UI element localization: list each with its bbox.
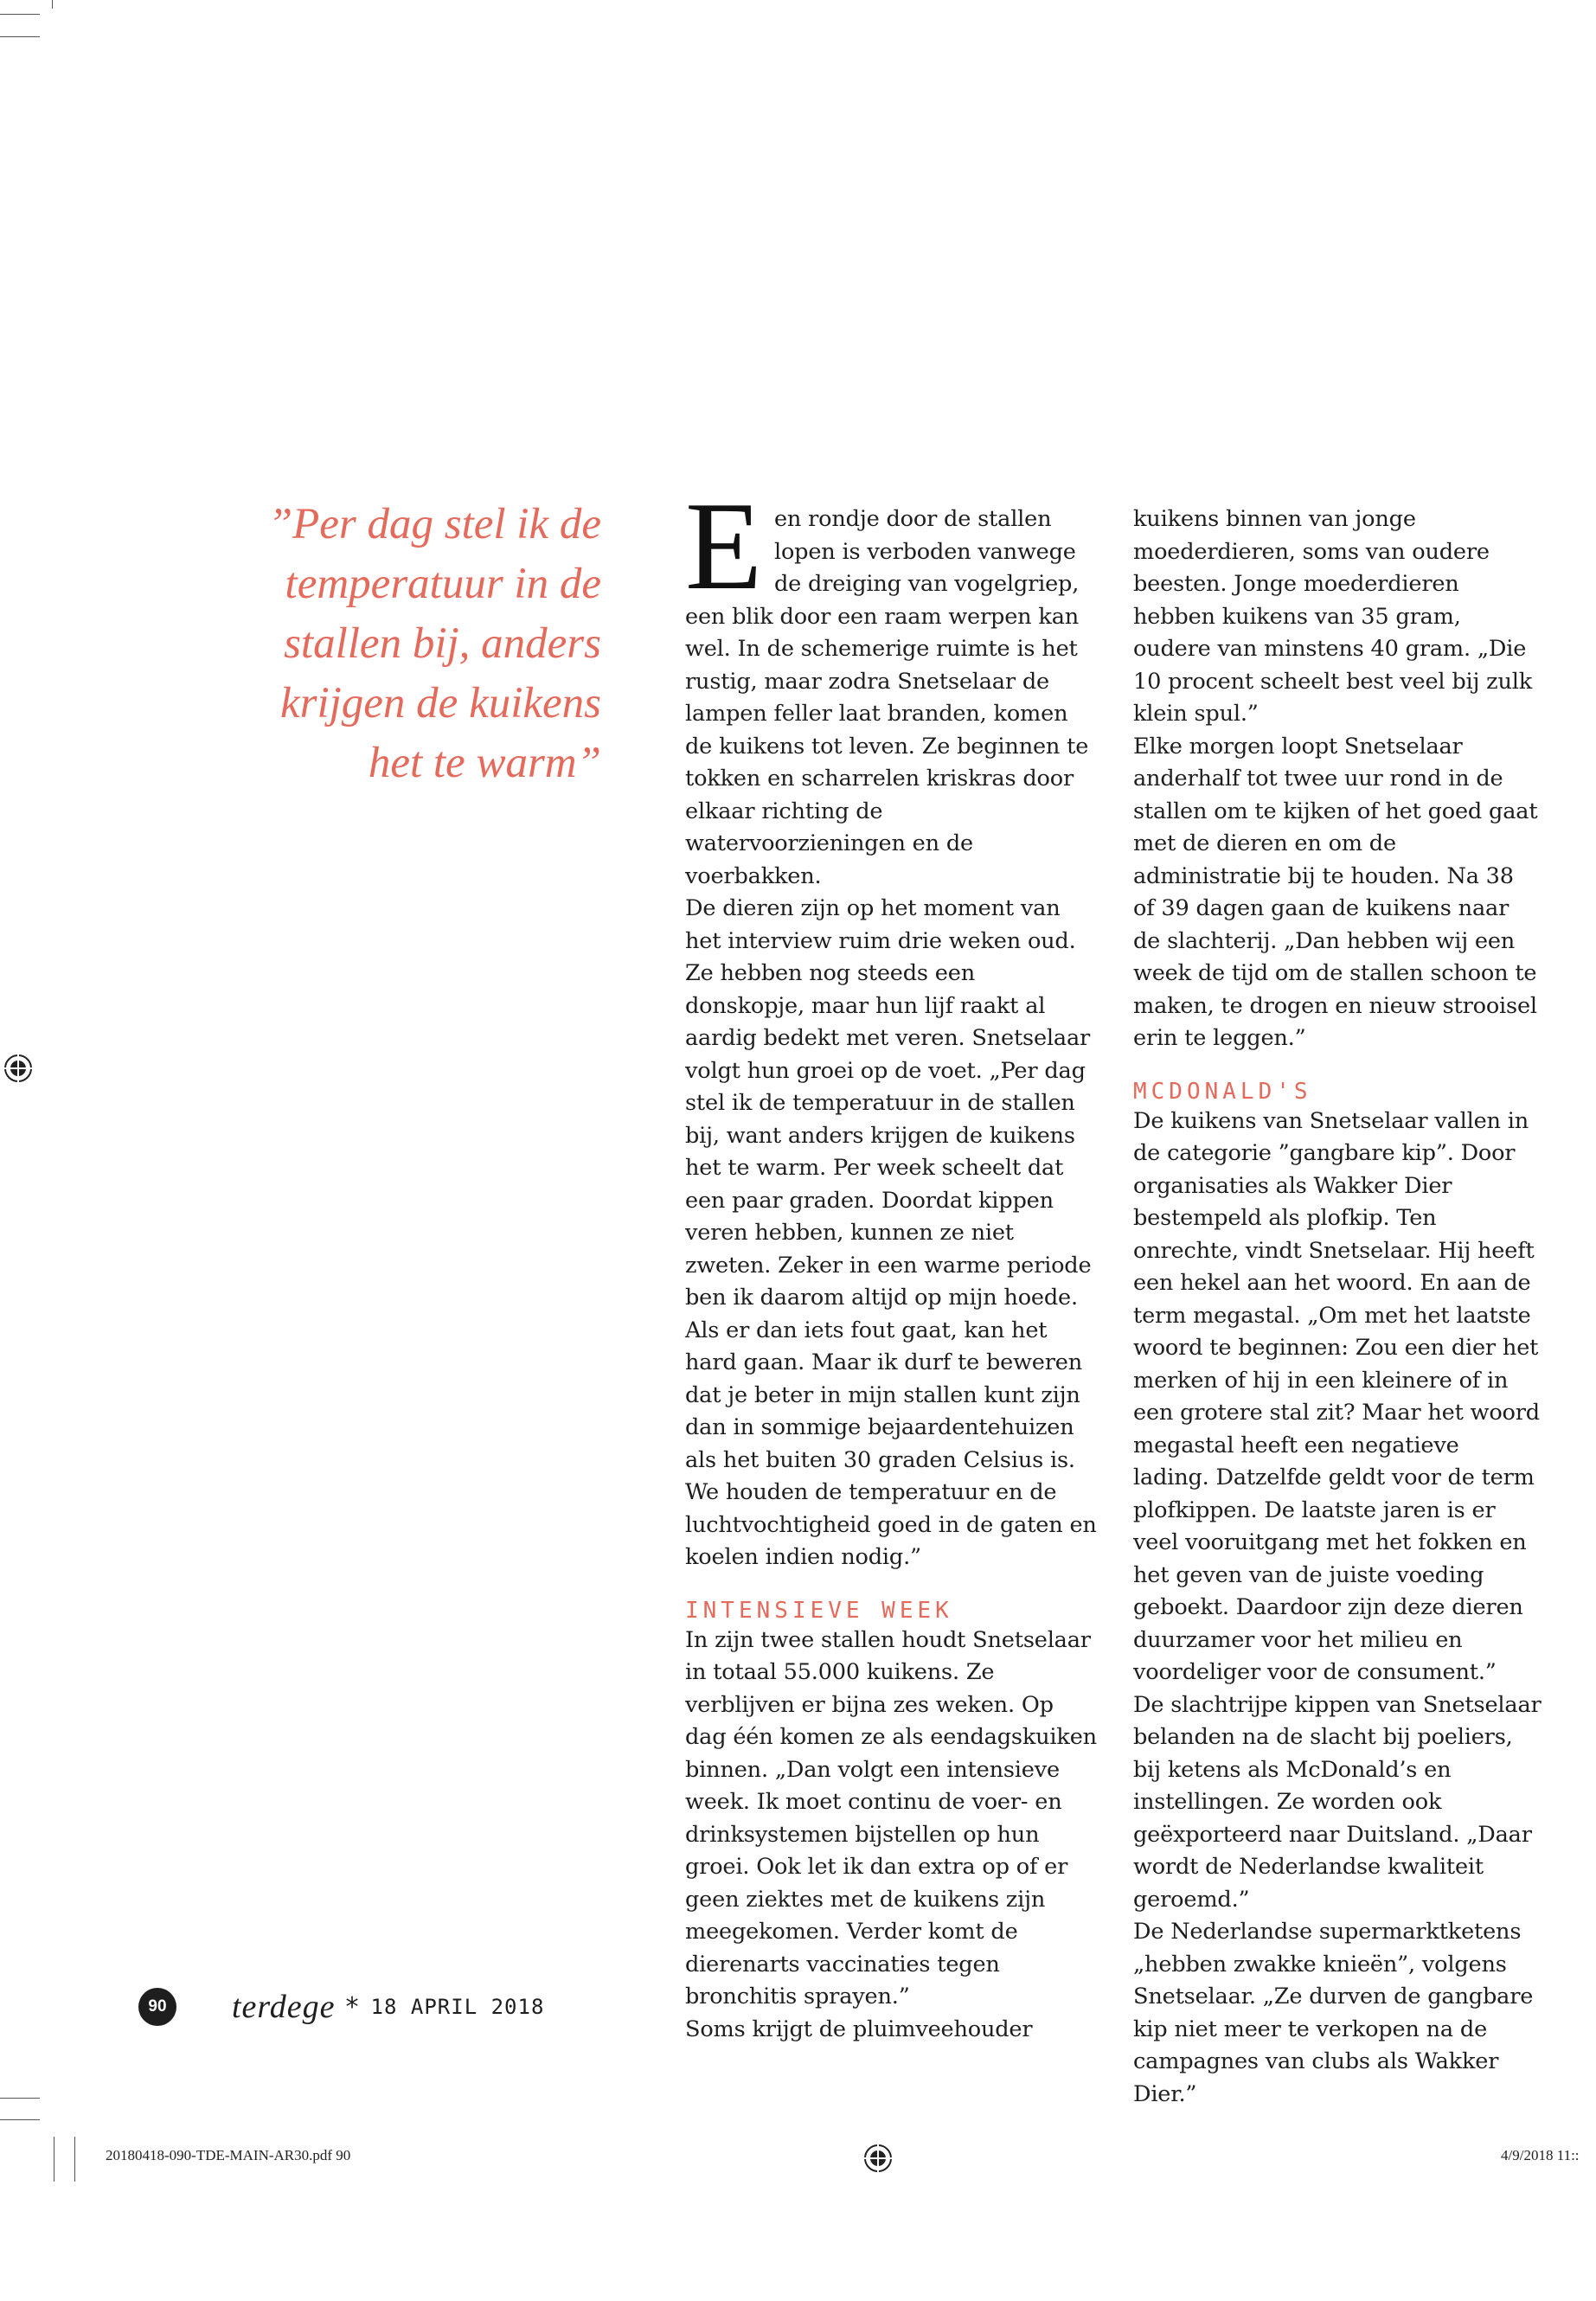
crop-mark [0, 2098, 40, 2099]
crop-mark [52, 0, 53, 9]
crop-mark [0, 36, 40, 37]
print-slug-filename: 20180418-090-TDE-MAIN-AR30.pdf 90 [106, 2147, 351, 2163]
article-column-1 [685, 476, 1100, 2046]
page-footer [138, 1985, 544, 2029]
crop-mark [74, 2137, 75, 2182]
registration-mark-icon [3, 1054, 33, 1083]
article-body-text: In zijn twee stallen houdt Snetselaar in totaal 55.000 kuikens. Ze verblijven er bijna zes weken. Op dag één komen ze als eendagskuiken binnen. „Dan volgt een intensieve week. Ik moet continu de voer- en drinksystemen bijstellen op hun groei. Ook let ik dan extra op of er geen ziektes met de kuikens zijn meegekomen. Verder komt de dierenarts vaccinaties tegen bronchitis sprayen.” Soms krijgt de pluimveehouder [685, 1626, 1097, 2042]
registration-mark-icon [863, 2144, 893, 2173]
pull-quote: ”Per dag stel ik de temperatuur in de stallen bij, anders krijgen de kuikens het te warm” [267, 500, 601, 787]
asterisk-separator: * [345, 1991, 359, 2022]
magazine-logo: terdege [232, 1989, 336, 2025]
article-intro-text: en rondje door de stallen lopen is verboden vanwege de dreiging van vogelgriep, een blik door een raam werpen kan wel. In de schemerige ruimte is het rustig, maar zodra Snetselaar de lampen feller laat branden, komen de kuikens tot leven. Ze beginnen te tokken en scharrelen kriskras door elkaar richting de watervoorzieningen en de voerbakken. De dieren zijn op het moment van het interview ruim drie weken oud. Ze hebben nog steeds een donskopje, maar hun lijf raakt al aardig bedekt met veren. Snetselaar volgt hun groei op de voet. „Per dag stel ik de temperatuur in de stallen bij, want anders krijgen de kuikens het te warm. Per week scheelt dat een paar graden. Doordat kippen veren hebben, kunnen ze niet zweten. Zeker in een warme periode ben ik daarom altijd op mijn hoede. Als er dan iets fout gaat, kan het hard gaan. Maar ik durf te beweren dat je beter in mijn stallen kunt zijn dan in sommige bejaardentehuizen als het buiten 30 graden Celsius is. We houden de temperatuur en de luchtvochtigheid goed in de gaten en koelen indien nodig.” [685, 506, 1097, 1570]
article-body-text: De kuikens van Snetselaar vallen in de categorie ”gangbare kip”. Door organisaties als Wakker Dier bestempeld als plofkip. Ten onrechte, vindt Snetselaar. Hij heeft een hekel aan het woord. En aan de term megastal. „Om met het laatste woord te beginnen: Zou een dier het merken of hij in een kleinere of in een grotere stal zit? Maar het woord megastal heeft een negatieve lading. Datzelfde geldt voor de term plofkippen. De laatste jaren is er veel vooruitgang met het fokken en het geven van de juiste voeding geboekt. Daardoor zijn deze dieren duurzamer voor het milieu en voordeliger voor de consument.” De slachtrijpe kippen van Snetselaar belanden na de slacht bij poeliers, bij ketens als McDonald’s en instellingen. Ze worden ook geëxporteerd naar Duitsland. „Daar wordt de Nederlandse kwaliteit geroemd.” De Nederlandse supermarktketens „hebben zwakke knieën”, volgens Snetselaar. „Ze durven de gangbare kip niet meer te verkopen na de campagnes van clubs als Wakker Dier.” [1133, 1107, 1542, 2107]
issue-date: 18 APRIL 2018 [370, 1995, 545, 2019]
crop-mark [0, 14, 40, 15]
article-body-text: kuikens binnen van jonge moederdieren, soms van oudere beesten. Jonge moederdieren hebben kuikens van 35 gram, oudere van minstens 40 gram. „Die 10 procent scheelt best veel bij zulk klein spul.” Elke morgen loopt Snetselaar anderhalf tot twee uur rond in de stallen om te kijken of het goed gaat met de dieren en om de administratie bij te houden. Na 38 of 39 dagen gaan de kuikens naar de slachterij. „Dan hebben wij een week de tijd om de stallen schoon te maken, te drogen en nieuw strooisel erin te leggen.” [1133, 506, 1538, 1051]
print-slug-timestamp: 4/9/2018 11:: [1501, 2147, 1580, 2163]
section-heading: MCDONALD'S [1133, 1078, 1312, 1105]
section-heading: INTENSIEVE WEEK [685, 1597, 953, 1624]
article-column-2 [1133, 503, 1542, 2111]
drop-cap: E [685, 476, 762, 616]
crop-mark [0, 2119, 40, 2120]
page-number-badge: 90 [138, 1988, 176, 2026]
